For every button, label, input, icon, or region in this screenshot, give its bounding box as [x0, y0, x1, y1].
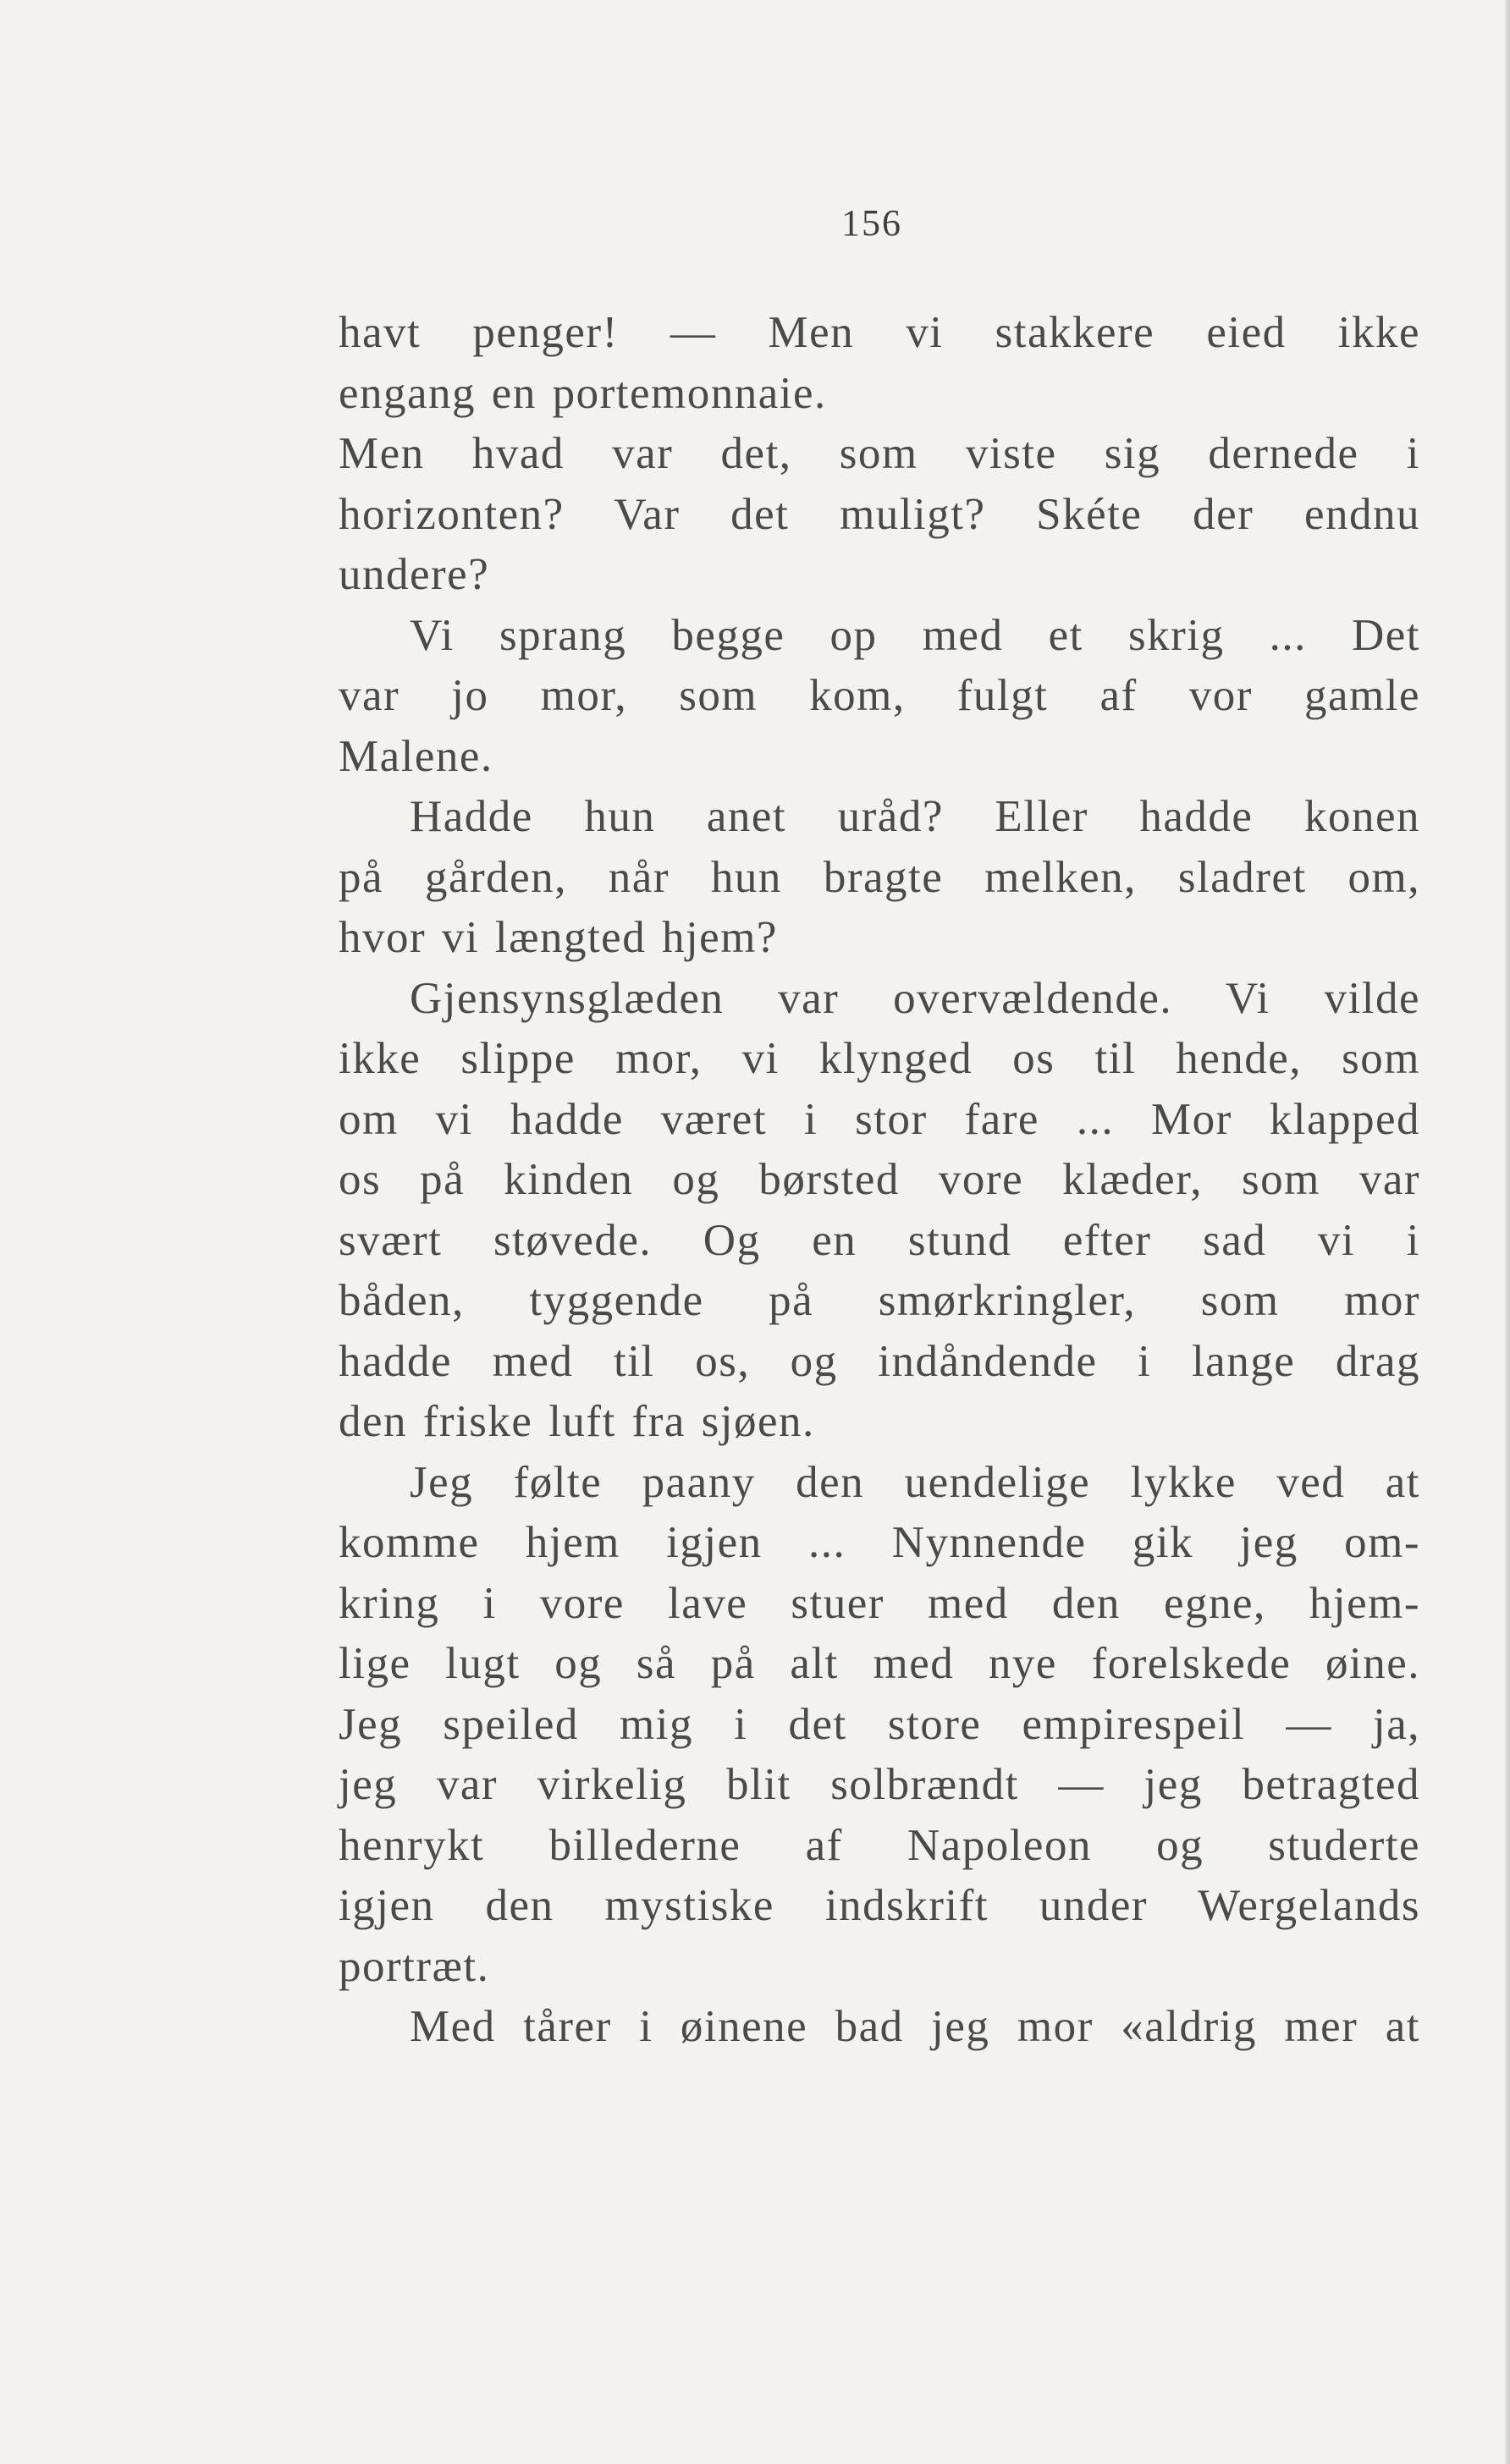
text-line: kring i vore lave stuer med den egne, hjem- [339, 1578, 1420, 1628]
text-line: komme hjem igjen ... Nynnende gik jeg om- [339, 1518, 1420, 1567]
text-line: lige lugt og så på alt med nye forelskede øine. [339, 1639, 1420, 1688]
text-line: jeg var virkelig blit solbrændt — jeg betragted [339, 1760, 1420, 1809]
text-line: Vi sprang begge op med et skrig ... Det [410, 610, 1420, 660]
text-line: igjen den mystiske indskrift under Wergelands [339, 1881, 1420, 1930]
text-line: Jeg speiled mig i det store empirespeil — ja, [339, 1699, 1420, 1749]
text-line: var jo mor, som kom, fulgt af vor gamle [339, 671, 1420, 720]
text-line: svært støvede. Og en stund efter sad vi i [339, 1215, 1420, 1265]
text-line: havt penger! — Men vi stakkere eied ikke [339, 308, 1420, 357]
page-number: 156 [841, 202, 902, 244]
body-text [339, 303, 1420, 2058]
text-line: Med tårer i øinene bad jeg mor «aldrig mer at [410, 2002, 1420, 2051]
text-line: båden, tyggende på smørkringler, som mor [339, 1276, 1420, 1325]
text-line: Hadde hun anet uråd? Eller hadde konen [410, 792, 1420, 841]
text-line: undere? [339, 550, 490, 599]
text-line: henrykt billederne af Napoleon og studerte [339, 1820, 1420, 1870]
text-line: ikke slippe mor, vi klynged os til hende, som [339, 1034, 1420, 1083]
text-line: hadde med til os, og indåndende i lange drag [339, 1336, 1420, 1386]
text-line: Malene. [339, 731, 493, 781]
text-line: Men hvad var det, som viste sig dernede i [339, 429, 1420, 478]
text-line: portræt. [339, 1941, 490, 1991]
text-line: Gjensynsglæden var overvældende. Vi vilde [410, 973, 1420, 1023]
text-line: engang en portemonnaie. [339, 368, 827, 418]
text-line: den friske luft fra sjøen. [339, 1397, 815, 1446]
page-edge [1505, 0, 1510, 2464]
text-line: om vi hadde været i stor fare ... Mor klapped [339, 1094, 1420, 1144]
text-line: horizonten? Var det muligt? Skéte der endnu [339, 489, 1420, 539]
text-line: hvor vi længted hjem? [339, 913, 778, 962]
text-line: os på kinden og børsted vore klæder, som var [339, 1155, 1420, 1204]
text-line: på gården, når hun bragte melken, sladret om, [339, 852, 1420, 902]
text-line: Jeg følte paany den uendelige lykke ved at [410, 1457, 1420, 1507]
